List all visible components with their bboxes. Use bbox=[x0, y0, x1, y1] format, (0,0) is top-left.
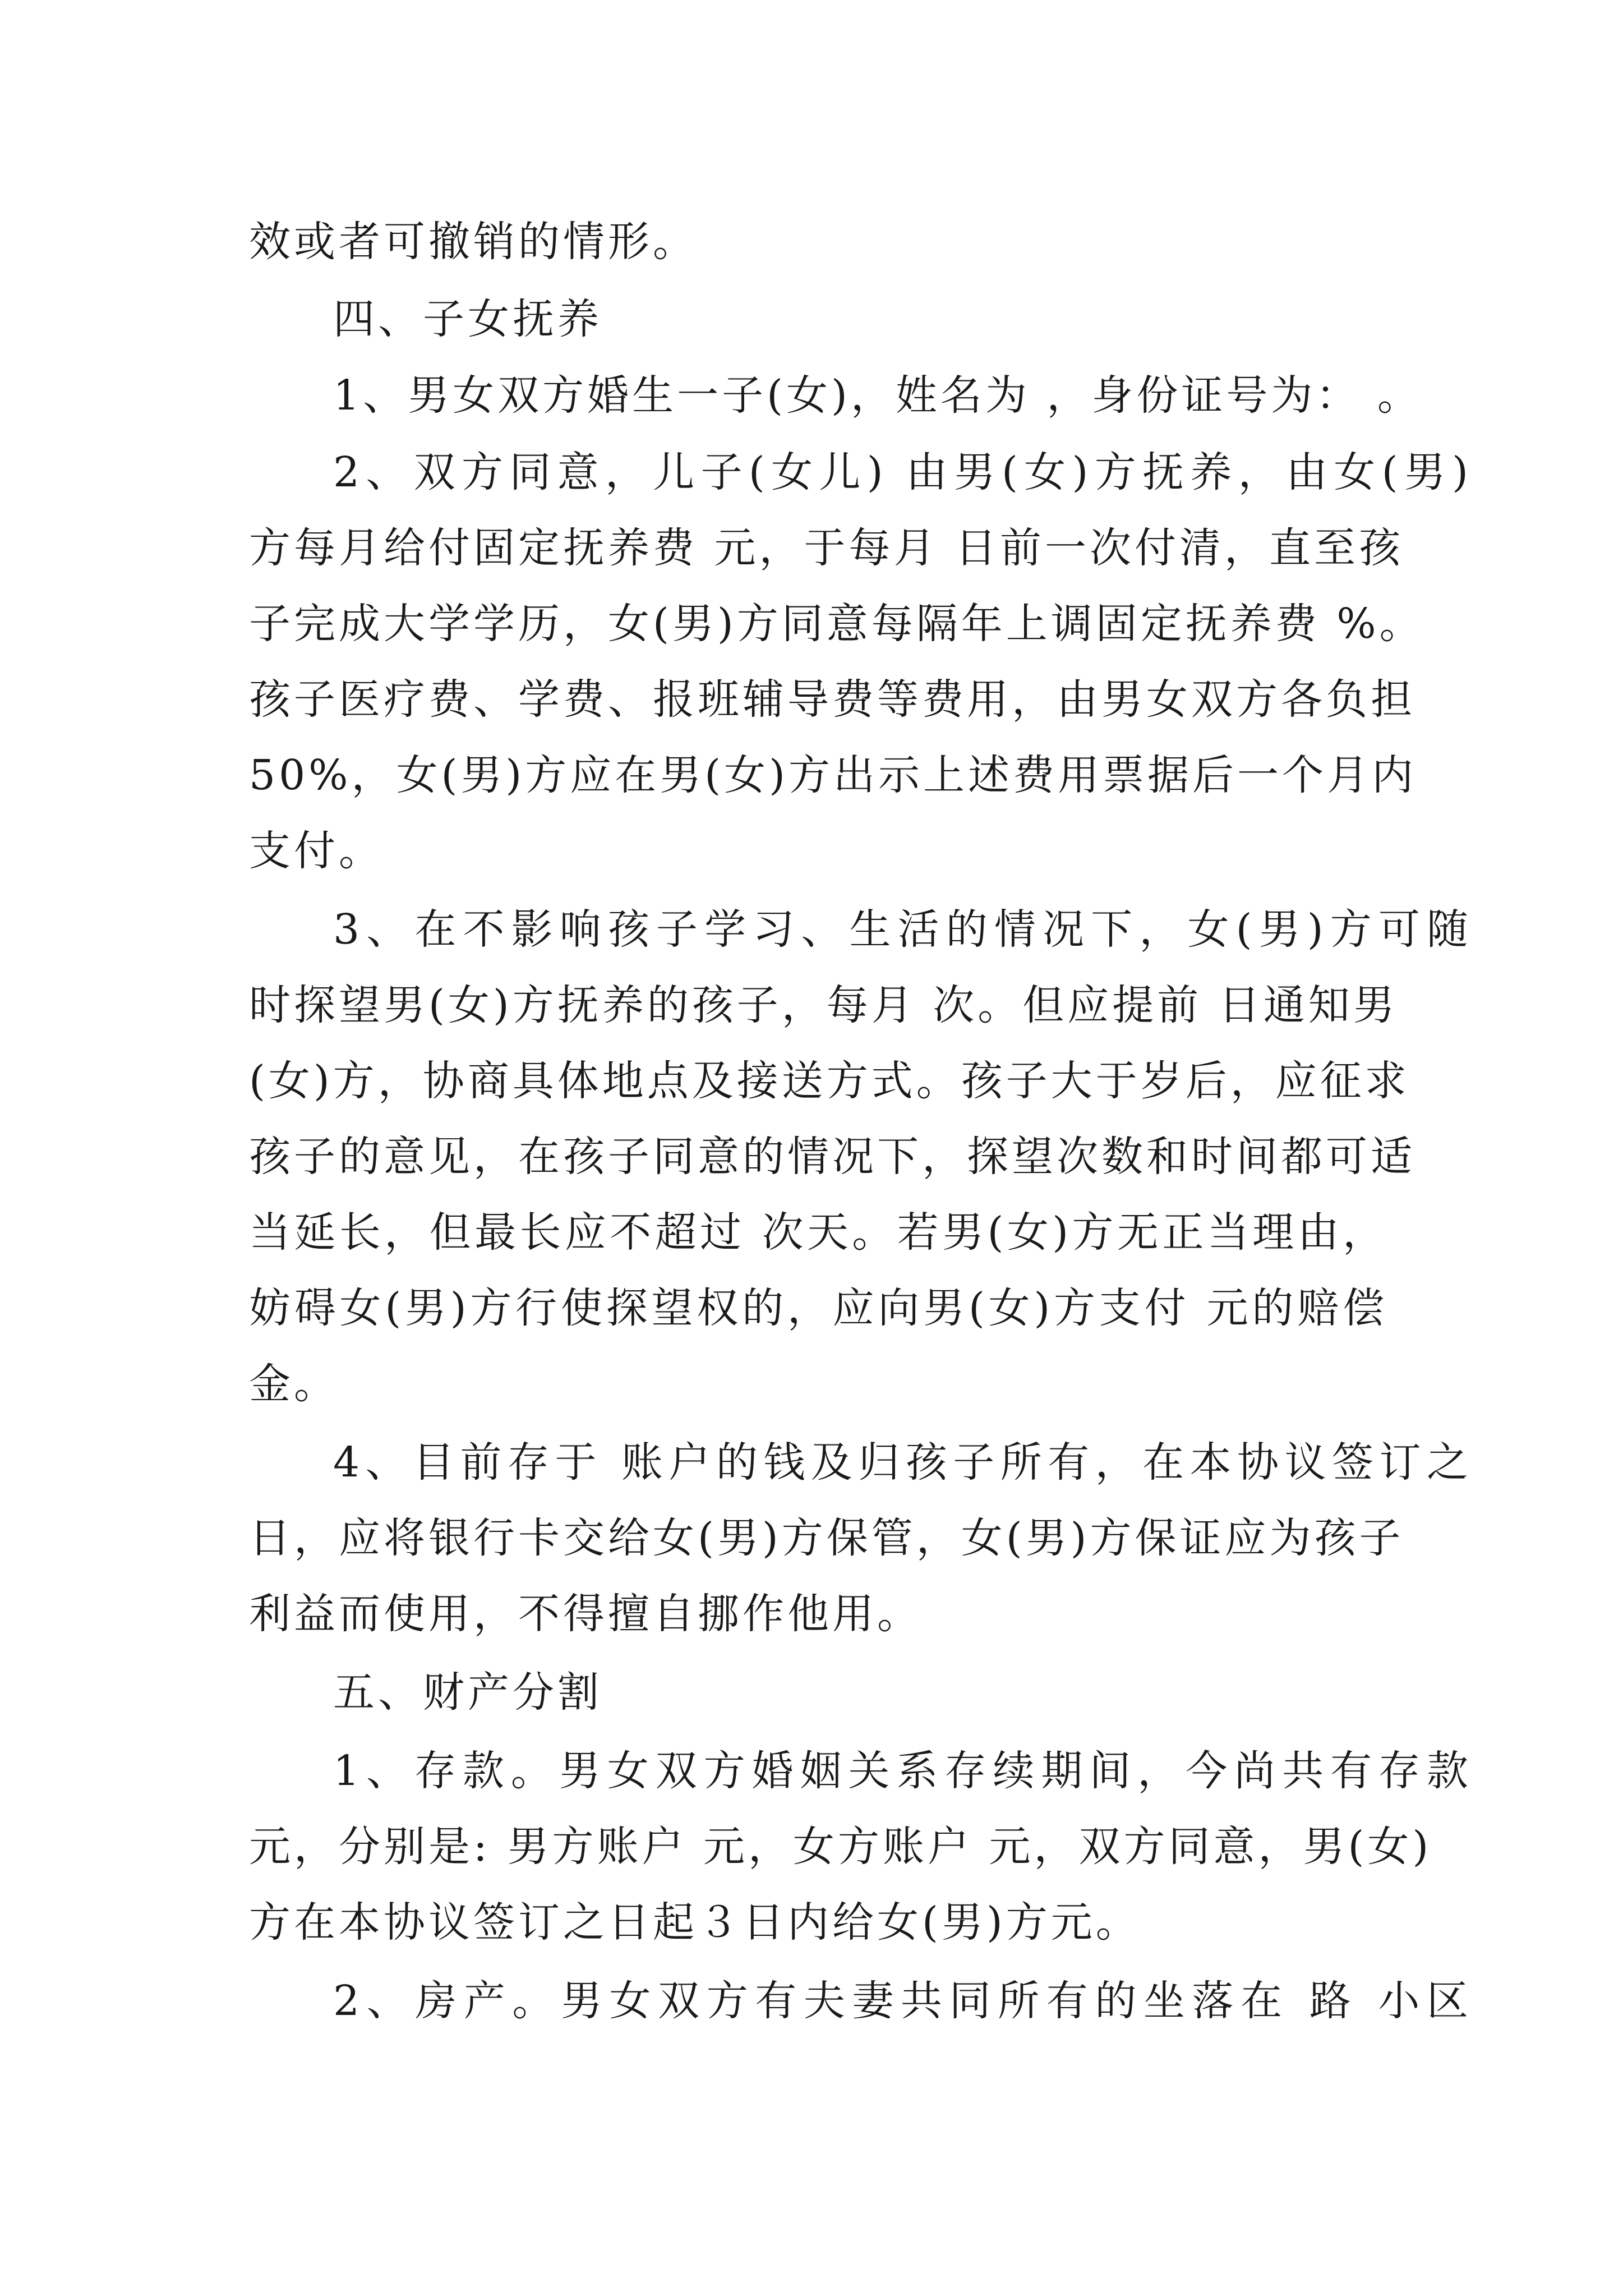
text-line: 妨碍女(男)方行使探望权的，应向男(女)方支付 元的赔偿 bbox=[249, 1284, 1387, 1332]
text-line: 方每月给付固定抚养费 元，于每月 日前一次付清，直至孩 bbox=[249, 524, 1404, 572]
text-line: 2、双方同意，儿子(女儿) 由男(女)方抚养，由女(男) bbox=[333, 448, 1472, 496]
text-line: 1、存款。男女双方婚姻关系存续期间，今尚共有存款 bbox=[333, 1747, 1472, 1795]
text-line: 元，分别是: 男方账户 元，女方账户 元，双方同意，男(女) bbox=[249, 1823, 1432, 1871]
section-heading: 五、财产分割 bbox=[333, 1668, 602, 1717]
text-line: 4、目前存于 账户的钱及归孩子所有，在本协议签订之 bbox=[333, 1438, 1472, 1487]
text-line: 利益而使用，不得擅自挪作他用。 bbox=[249, 1590, 922, 1638]
text-line: 支付。 bbox=[249, 827, 384, 875]
text-line: 金。 bbox=[249, 1360, 339, 1408]
text-line: 孩子的意见，在孩子同意的情况下，探望次数和时间都可适 bbox=[249, 1133, 1415, 1181]
text-line: 子完成大学学历，女(男)方同意每隔年上调固定抚养费 %。 bbox=[249, 600, 1424, 648]
text-line: 日，应将银行卡交给女(男)方保管，女(男)方保证应为孩子 bbox=[249, 1514, 1404, 1562]
text-line: 方在本协议签订之日起３日内给女(男)方元。 bbox=[249, 1898, 1141, 1947]
text-line: 1、男女双方婚生一子(女)，姓名为 ，身份证号为： 。 bbox=[333, 371, 1422, 420]
text-line: 当延长，但最长应不超过 次天。若男(女)方无正当理由， bbox=[249, 1208, 1387, 1257]
text-line: 效或者可撤销的情形。 bbox=[249, 218, 698, 266]
text-line: 2、房产。男女双方有夫妻共同所有的坐落在 路 小区 bbox=[333, 1977, 1472, 2025]
text-line: 50%，女(男)方应在男(女)方出示上述费用票据后一个月内 bbox=[249, 751, 1417, 799]
text-line: 孩子医疗费、学费、报班辅导费等费用，由男女双方各负担 bbox=[249, 675, 1415, 724]
text-line: 时探望男(女)方抚养的孩子，每月 次。但应提前 日通知男 bbox=[249, 981, 1398, 1029]
text-line: 3、在不影响孩子学习、生活的情况下，女(男)方可随 bbox=[333, 905, 1472, 954]
text-line: (女)方，协商具体地点及接送方式。孩子大于岁后，应征求 bbox=[249, 1057, 1410, 1105]
section-heading: 四、子女抚养 bbox=[333, 295, 602, 343]
